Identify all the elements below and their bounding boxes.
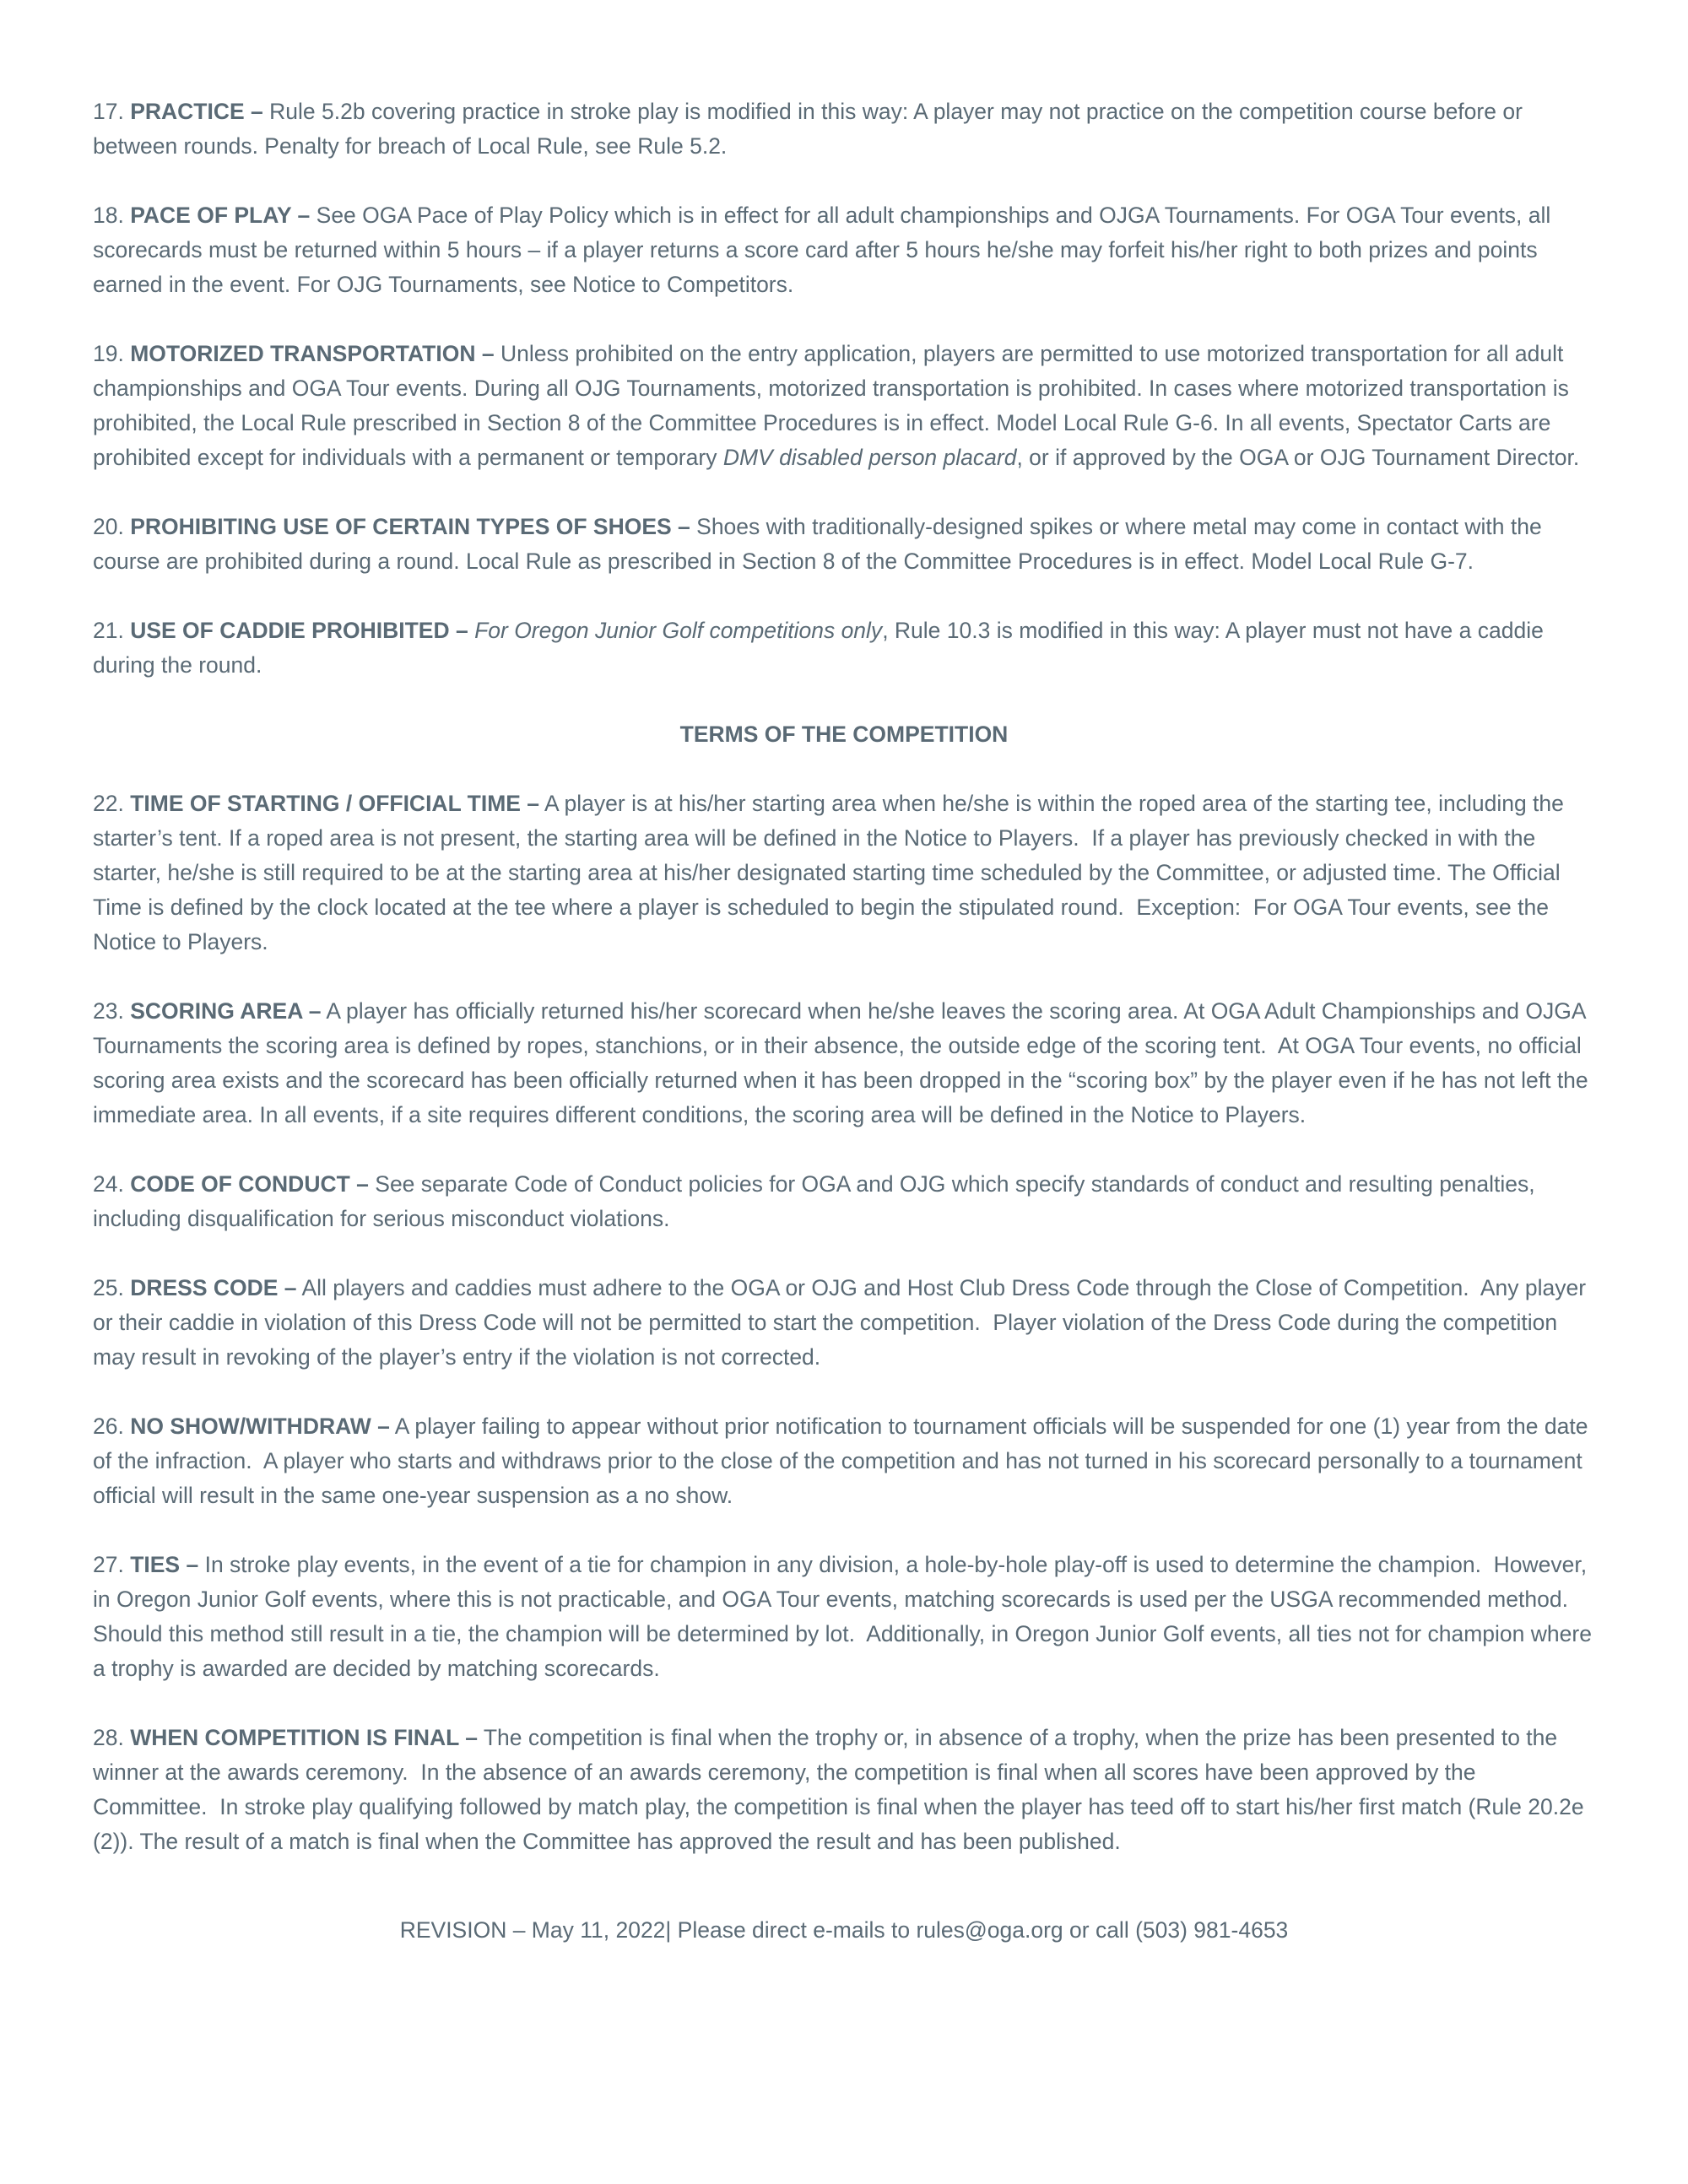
rule-paragraph-22: [93, 787, 1595, 960]
paragraph-body-segment: A player is at his/her starting area when he/she is within the roped area of the starting tee, including the starter’s tent. If a roped area is not present, the starting area will be defined in the Notice to Players. If a player has previously checked in with the starter, he/she is still required to be at the starting area at his/her designated starting time scheduled by the Committee, or adjusted time. The Official Time is defined by the clock located at the tee where a player is scheduled to begin the stipulated round. Exception: For OGA Tour events, see the Notice to Players.: [93, 791, 1571, 954]
rule-paragraph-20: [93, 510, 1595, 579]
paragraph-number: 21.: [93, 618, 131, 643]
paragraph-number: 17.: [93, 99, 131, 124]
paragraph-body-segment: See separate Code of Conduct policies for OGA and OJG which specify standards of conduct and resulting penalties, including disqualification for serious misconduct violations.: [93, 1171, 1542, 1231]
paragraph-title: PACE OF PLAY –: [130, 203, 311, 228]
paragraph-body-segment: Shoes with traditionally-designed spikes or where metal may come in contact with the course are prohibited during a round. Local Rule as prescribed in Section 8 of the Committee Procedures is in effect. Model Local Rule G-7.: [93, 514, 1549, 574]
rule-paragraph-23: [93, 994, 1595, 1133]
rule-paragraph-24: [93, 1167, 1595, 1236]
rule-paragraph-27: [93, 1548, 1599, 1686]
footer-note: REVISION – May 11, 2022| Please direct e-mails to rules@oga.org or call (503) 981-4653: [399, 1917, 1289, 1943]
paragraph-number: 27.: [93, 1552, 131, 1577]
document-body: [93, 95, 1599, 1859]
rule-paragraph-17: [93, 95, 1595, 164]
paragraph-body-segment: , or if approved by the OGA or OJG Tournament Director.: [1016, 445, 1580, 470]
paragraph-title: WHEN COMPETITION IS FINAL –: [130, 1725, 478, 1750]
paragraph-title: NO SHOW/WITHDRAW –: [130, 1414, 390, 1439]
paragraph-title: USE OF CADDIE PROHIBITED –: [130, 618, 468, 643]
paragraph-body-segment: For Oregon Junior Golf competitions only: [474, 618, 883, 643]
paragraph-body-segment: A player has officially returned his/her scorecard when he/she leaves the scoring area. At OGA Adult Championships and OJGA Tournaments the scoring area is defined by ropes, stanchions, or in their absence, the outside edge of the scoring tent. At OGA Tour events, no official scoring area exists and the scorecard has been officially returned when it has been dropped in the “scoring box” by the player even if he has not left the immediate area. In all events, if a site requires different conditions, the scoring area will be defined in the Notice to Players.: [93, 998, 1595, 1127]
paragraph-title: SCORING AREA –: [130, 998, 322, 1024]
rule-paragraph-21: [93, 614, 1595, 683]
rule-paragraph-28: [93, 1721, 1595, 1859]
section-heading: TERMS OF THE COMPETITION: [679, 722, 1009, 747]
paragraph-body-segment: See OGA Pace of Play Policy which is in effect for all adult championships and OJGA Tournaments. For OGA Tour events, all scorecards must be returned within 5 hours – if a player returns a score card after 5 hours he/she may forfeit his/her right to both prizes and points earned in the event. For OJG Tournaments, see Notice to Competitors.: [93, 203, 1557, 297]
paragraph-number: 19.: [93, 341, 131, 366]
rule-paragraph-18: [93, 198, 1595, 302]
paragraph-body-segment: , Rule 10.3 is modified in this way: A player must not have a caddie during the round.: [93, 618, 1550, 678]
paragraph-body-segment: All players and caddies must adhere to the OGA or OJG and Host Club Dress Code through the Close of Competition. Any player or their caddie in violation of this Dress Code will not be permitted to start the competition. Player violation of the Dress Code during the competition may result in revoking of the player’s entry if the violation is not corrected.: [93, 1275, 1593, 1370]
paragraph-body-segment: The competition is final when the trophy or, in absence of a trophy, when the prize has been presented to the winner at the awards ceremony. In the absence of an awards ceremony, the competition is final when all scores have been approved by the Committee. In stroke play qualifying followed by match play, the competition is final when the player has teed off to start his/her first match (Rule 20.2e (2)). The result of a match is final when the Committee has approved the result and has been published.: [93, 1725, 1590, 1854]
paragraph-number: 26.: [93, 1414, 131, 1439]
paragraph-title: PRACTICE –: [130, 99, 263, 124]
paragraph-body-segment: A player failing to appear without prior notification to tournament officials will be suspended for one (1) year from the date of the infraction. A player who starts and withdraws prior to the close of the competition and has not turned in his scorecard personally to a tournament official will result in the same one-year suspension as a no show.: [93, 1414, 1594, 1508]
paragraph-title: MOTORIZED TRANSPORTATION –: [130, 341, 495, 366]
paragraph-number: 22.: [93, 791, 131, 816]
paragraph-number: 24.: [93, 1171, 131, 1197]
paragraph-title: PROHIBITING USE OF CERTAIN TYPES OF SHOES –: [130, 514, 690, 539]
paragraph-body-segment: Rule 5.2b covering practice in stroke play is modified in this way: A player may not practice on the competition course before or between rounds. Penalty for breach of Local Rule, see Rule 5.2.: [93, 99, 1529, 159]
paragraph-body-segment: In stroke play events, in the event of a tie for champion in any division, a hole-by-hole play-off is used to determine the champion. However, in Oregon Junior Golf events, where this is not practicable, and OGA Tour events, matching scorecards is used per the USGA recommended method. Should this method still result in a tie, the champion will be determined by lot. Additionally, in Oregon Junior Golf events, all ties not for champion where a trophy is awarded are decided by matching scorecards.: [93, 1552, 1599, 1681]
paragraph-number: 20.: [93, 514, 131, 539]
paragraph-number: 25.: [93, 1275, 131, 1300]
paragraph-body-segment: DMV disabled person placard: [722, 445, 1017, 470]
rule-paragraph-25: [93, 1271, 1595, 1375]
rule-paragraph-26: [93, 1409, 1595, 1513]
paragraph-body-segment: Unless prohibited on the entry application, players are permitted to use motorized transportation for all adult championships and OGA Tour events. During all OJG Tournaments, motorized transportation is prohibited. In cases where motorized transportation is prohibited, the Local Rule prescribed in Section 8 of the Committee Procedures is in effect. Model Local Rule G-6. In all events, Spectator Carts are prohibited except for individuals with a permanent or temporary: [93, 341, 1576, 470]
paragraph-number: 28.: [93, 1725, 131, 1750]
paragraph-number: 18.: [93, 203, 131, 228]
paragraph-title: TIME OF STARTING / OFFICIAL TIME –: [130, 791, 540, 816]
paragraph-title: TIES –: [130, 1552, 199, 1577]
paragraph-title: CODE OF CONDUCT –: [130, 1171, 369, 1197]
rule-paragraph-19: [93, 337, 1595, 475]
paragraph-title: DRESS CODE –: [130, 1275, 297, 1300]
paragraph-number: 23.: [93, 998, 131, 1024]
